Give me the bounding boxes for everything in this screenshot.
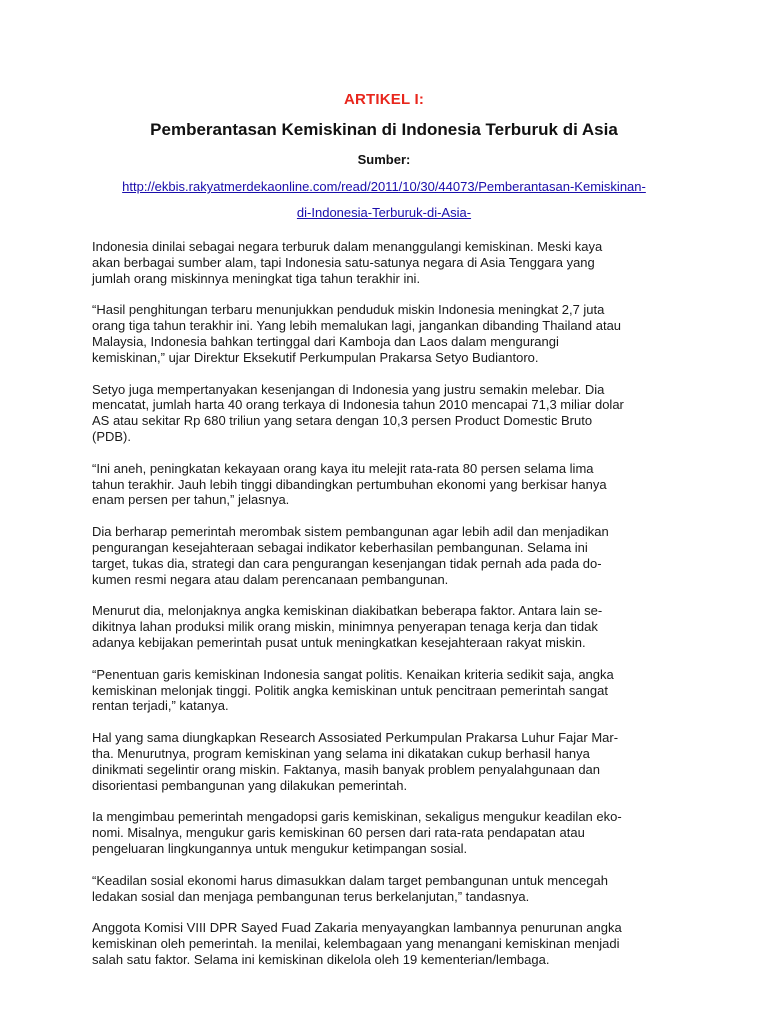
article-paragraph: [92, 667, 682, 714]
paragraph-line: rentan terjadi,” katanya.: [92, 698, 229, 714]
paragraph-line: Dia berharap pemerintah merombak sistem pembangunan agar lebih adil dan menjadikan: [92, 524, 609, 540]
paragraph-line: enam persen per tahun,” jelasnya.: [92, 492, 290, 508]
paragraph-line: akan berbagai sumber alam, tapi Indonesia satu-satunya negara di Asia Tenggara yang: [92, 254, 595, 270]
source-link-line: http://ekbis.rakyatmerdekaonline.com/read/2011/10/30/44073/Pemberantasan-Kemiskinan-: [122, 179, 646, 194]
paragraph-line: “Hasil penghitungan terbaru menunjukkan penduduk miskin Indonesia meningkat 2,7 juta: [92, 302, 605, 318]
paragraph-line: dikitnya lahan produksi milik orang miskin, minimnya penyerapan tenaga kerja dan tidak: [92, 619, 598, 635]
paragraph-line: kemiskinan,” ujar Direktur Eksekutif Perkumpulan Prakarsa Setyo Budiantoro.: [92, 349, 539, 365]
paragraph-line: nomi. Misalnya, mengukur garis kemiskinan 60 persen dari rata-rata pendapatan atau: [92, 825, 585, 841]
paragraph-line: kemiskinan oleh pemerintah. Ia menilai, kelembagaan yang menangani kemiskinan menjadi: [92, 936, 620, 952]
paragraph-line: Ia mengimbau pemerintah mengadopsi garis kemiskinan, sekaligus mengukur keadilan eko-: [92, 809, 622, 825]
paragraph-line: kemiskinan melonjak tinggi. Politik angka kemiskinan untuk pencitraan pemerintah sangat: [92, 682, 608, 698]
source-link-line: di-Indonesia-Terburuk-di-Asia-: [296, 205, 472, 220]
article-paragraph: [92, 920, 682, 967]
source-label: Sumber:: [357, 152, 411, 167]
paragraph-line: dinikmati segelintir orang miskin. Faktanya, masih banyak problem penyalahgunaan dan: [92, 761, 601, 777]
paragraph-line: tha. Menurutnya, program kemiskinan yang selama ini dikatakan cukup berhasil hanya: [92, 745, 590, 761]
paragraph-line: Menurut dia, melonjaknya angka kemiskinan diakibatkan beberapa faktor. Antara lain se-: [92, 603, 603, 619]
paragraph-line: pengurangan kesejahteraan sebagai indikator keberhasilan pembangunan. Selama ini: [92, 539, 588, 555]
paragraph-line: salah satu faktor. Selama ini kemiskinan dikelola oleh 19 kementerian/lembaga.: [92, 951, 550, 967]
article-body: [92, 239, 682, 984]
paragraph-line: AS atau sekitar Rp 680 triliun yang setara dengan 10,3 persen Product Domestic Bruto: [92, 413, 593, 429]
paragraph-line: Malaysia, Indonesia bahkan tertinggal dari Kamboja dan Laos dalam mengurangi: [92, 333, 559, 349]
paragraph-line: Anggota Komisi VIII DPR Sayed Fuad Zakaria menyayangkan lambannya penurunan angka: [92, 920, 622, 936]
paragraph-line: Hal yang sama diungkapkan Research Assosiated Perkumpulan Prakarsa Luhur Fajar Mar-: [92, 730, 619, 746]
paragraph-line: “Keadilan sosial ekonomi harus dimasukkan dalam target pembangunan untuk mencegah: [92, 872, 608, 888]
paragraph-line: kumen resmi negara atau dalam perencanaan pembangunan.: [92, 571, 449, 587]
paragraph-line: jumlah orang miskinnya meningkat tiga tahun terakhir ini.: [92, 270, 421, 286]
article-paragraph: [92, 809, 682, 856]
article-paragraph: [92, 382, 682, 445]
paragraph-line: mencatat, jumlah harta 40 orang terkaya di Indonesia tahun 2010 mencapai 71,3 miliar dolar: [92, 397, 624, 413]
paragraph-line: Setyo juga mempertanyakan kesenjangan di Indonesia yang justru semakin melebar. Dia: [92, 381, 605, 397]
paragraph-line: (PDB).: [92, 428, 131, 444]
paragraph-line: pengeluaran lingkungannya untuk mengukur ketimpangan sosial.: [92, 840, 468, 856]
paragraph-line: Indonesia dinilai sebagai negara terburuk dalam menanggulangi kemiskinan. Meski kaya: [92, 239, 603, 254]
paragraph-line: tahun terakhir. Jauh lebih tinggi dibandingkan pertumbuhan ekonomi yang berkisar hanya: [92, 476, 607, 492]
article-paragraph: [92, 239, 682, 286]
paragraph-line: adanya kebijakan pemerintah pusat untuk meningkatkan kesejahteraan rakyat miskin.: [92, 634, 586, 650]
article-label: ARTIKEL I:: [343, 91, 425, 108]
source-link[interactable]: [60, 174, 708, 226]
article-paragraph: [92, 524, 682, 587]
paragraph-line: orang tiga tahun terakhir ini. Yang lebih memalukan lagi, jangankan dibanding Thailand atau: [92, 318, 622, 334]
paragraph-line: disorientasi pembangunan yang dilakukan pemerintah.: [92, 777, 408, 793]
article-paragraph: [92, 603, 682, 650]
article-paragraph: [92, 730, 682, 793]
article-paragraph: [92, 873, 682, 905]
paragraph-line: ledakan sosial dan menjaga pembangunan terus berkelanjutan,” tandasnya.: [92, 888, 530, 904]
article-paragraph: [92, 461, 682, 508]
paragraph-line: “Ini aneh, peningkatan kekayaan orang kaya itu melejit rata-rata 80 persen selama lima: [92, 460, 594, 476]
paragraph-line: target, tukas dia, strategi dan cara pengurangan kesenjangan tidak pernah ada pada do-: [92, 555, 602, 571]
article-paragraph: [92, 302, 682, 365]
article-title: Pemberantasan Kemiskinan di Indonesia Terburuk di Asia: [150, 120, 618, 139]
paragraph-line: “Penentuan garis kemiskinan Indonesia sangat politis. Kenaikan kriteria sedikit saja, angka: [92, 666, 614, 682]
